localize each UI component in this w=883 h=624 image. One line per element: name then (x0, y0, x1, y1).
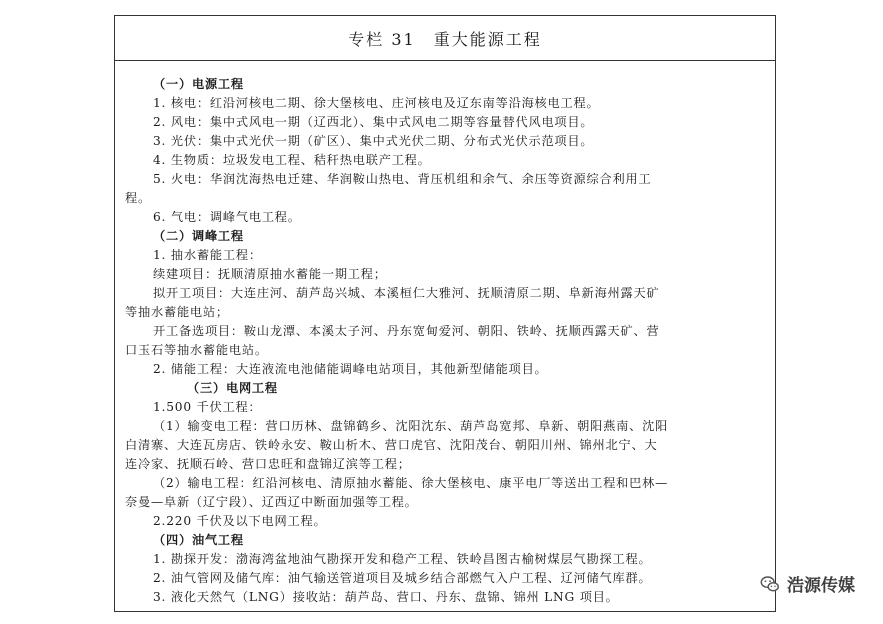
text-line: 2. 风电：集中式风电一期（辽西北）、集中式风电二期等容量替代风电项目。 (153, 115, 594, 129)
text-line: 5. 火电：华润沈海热电迁建、华润鞍山热电、背压机组和余气、余压等资源综合利用工 (153, 172, 652, 186)
text-line: 开工备选项目：鞍山龙潭、本溪太子河、丹东宽甸爱河、朝阳、铁岭、抚顺西露天矿、营 (153, 324, 660, 338)
special-column-panel (114, 15, 776, 612)
text-line: 奈曼—阜新（辽宁段）、辽西辽中断面加强等工程。 (125, 495, 418, 509)
text-line: 3. 液化天然气（LNG）接收站：葫芦岛、营口、丹东、盘锦、锦州 LNG 项目。 (153, 590, 619, 604)
text-line: 1. 核电：红沿河核电二期、徐大堡核电、庄河核电及辽东南等沿海核电工程。 (153, 96, 600, 110)
section-heading: （四）油气工程 (153, 533, 244, 547)
panel-header (115, 16, 775, 61)
text-line: （2）输电工程：红沿河核电、清原抽水蓄能、徐大堡核电、康平电厂等送出工程和巴林— (153, 476, 669, 490)
text-line: 1. 抽水蓄能工程： (153, 248, 262, 262)
text-line: 2.220 千伏及以下电网工程。 (153, 514, 327, 528)
text-line: 口玉石等抽水蓄能电站。 (125, 343, 268, 357)
text-line: 1.500 千伏工程： (153, 400, 262, 414)
text-line: 3. 光伏：集中式光伏一期（矿区）、集中式光伏二期、分布式光伏示范项目。 (153, 134, 594, 148)
text-line: 1. 勘探开发：渤海湾盆地油气勘探开发和稳产工程、铁岭昌图古榆树煤层气勘探工程。 (153, 552, 652, 566)
text-line: 白清寨、大连瓦房店、铁岭永安、鞍山析木、营口虎官、沈阳茂台、朝阳川州、锦州北宁、大 (125, 438, 658, 452)
text-line: 等抽水蓄能电站； (125, 305, 229, 319)
section-heading: （一）电源工程 (153, 77, 244, 91)
text-line: 2. 储能工程：大连液流电池储能调峰电站项目，其他新型储能项目。 (153, 362, 548, 376)
watermark (759, 571, 855, 596)
wechat-icon (759, 573, 781, 595)
text-line: 2. 油气管网及储气库：油气输送管道项目及城乡结合部燃气入户工程、辽河储气库群。 (153, 571, 652, 585)
text-line: 4. 生物质：垃圾发电工程、秸秆热电联产工程。 (153, 153, 431, 167)
section-heading: （二）调峰工程 (153, 229, 244, 243)
text-line: 续建项目：抚顺清原抽水蓄能一期工程； (153, 267, 387, 281)
text-line: 程。 (125, 191, 151, 205)
text-line: 6. 气电：调峰气电工程。 (153, 210, 301, 224)
text-line: 拟开工项目：大连庄河、葫芦岛兴城、本溪桓仁大雅河、抚顺清原二期、阜新海州露天矿 (153, 286, 660, 300)
section-heading: （三）电网工程 (187, 381, 278, 395)
panel-title: 专栏 31 重大能源工程 (348, 29, 542, 49)
text-line: 连冷家、抚顺石岭、营口忠旺和盘锦辽滨等工程； (125, 457, 411, 471)
watermark-text: 浩源传媒 (787, 576, 855, 596)
text-line: （1）输变电工程：营口历林、盘锦鹤乡、沈阳沈东、葫芦岛宽邦、阜新、朝阳燕南、沈阳 (153, 419, 669, 433)
